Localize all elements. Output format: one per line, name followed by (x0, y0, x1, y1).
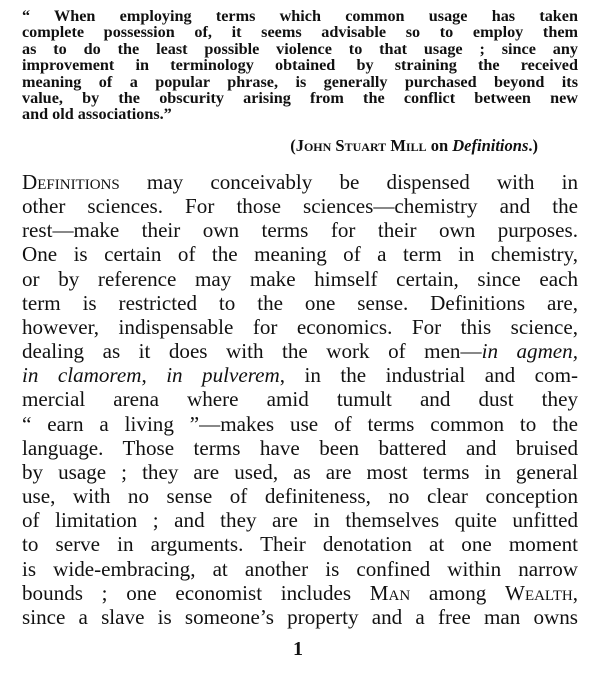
body-line: other sciences. For those sciences—chemistry and the (22, 194, 578, 219)
attribution-work: Definitions (452, 136, 529, 155)
small-caps-term: Wealth (505, 580, 573, 605)
body-line: mercial arena where amid tumult and dust they (22, 387, 578, 412)
attribution-close: .) (528, 136, 538, 155)
epigraph-line: and old associations.” (22, 105, 172, 124)
latin-phrase: in clamorem (22, 363, 142, 388)
epigraph-attribution (290, 136, 538, 156)
body-line: however, indispensable for economics. For this science, (22, 314, 578, 339)
body-text: dealing as it does with the work of men— (22, 339, 482, 364)
body-text: , (141, 363, 167, 388)
body-line: or by reference may make himself certain, since each (22, 266, 578, 291)
attribution-on: on (426, 136, 453, 155)
body-line: One is certain of the meaning of a term in chemistry, (22, 242, 578, 267)
body-text: bounds ; one economist includes (22, 580, 370, 605)
body-line (22, 363, 578, 387)
body-paragraph (22, 170, 578, 629)
body-line: term is restricted to the one sense. Definitions are, (22, 290, 578, 315)
body-line: rest—make their own terms for their own purposes. (22, 218, 578, 243)
body-line: to serve in arguments. Their denotation at one moment (22, 532, 578, 557)
epigraph-line: as to do the least possible violence to that usage ; since any (22, 39, 578, 58)
body-line (22, 170, 578, 194)
body-line: use, with no sense of definiteness, no clear conception (22, 484, 578, 509)
body-line: by usage ; they are used, as are most terms in general (22, 459, 578, 484)
attribution-author: John Stuart Mill (295, 136, 427, 155)
lead-word: Definitions (22, 170, 120, 194)
body-line: “ earn a living ”—makes use of terms common to the (22, 411, 578, 436)
body-line (22, 581, 578, 605)
body-text: among (410, 580, 506, 605)
body-line: of limitation ; and they are in themselves quite unfitted (22, 508, 578, 533)
latin-phrase: in agmen, (481, 339, 578, 364)
body-line: is wide-embracing, at another is confined within narrow (22, 556, 578, 581)
body-text: , (572, 580, 578, 605)
epigraph-line: meaning of a popular phrase, is generally purchased beyond its (22, 72, 578, 91)
body-text: , in the industrial and com- (279, 363, 578, 388)
page-number: 1 (293, 638, 303, 660)
epigraph-quote (22, 8, 578, 123)
latin-phrase: in pulverem (166, 363, 280, 388)
body-line: language. Those terms have been battered and bruised (22, 435, 578, 460)
epigraph-line: “ When employing terms which common usage has taken (22, 7, 578, 25)
attribution-open: ( (290, 136, 296, 155)
small-caps-term: Man (369, 580, 411, 605)
epigraph-line: complete possession of, it seems advisable so to employ them (22, 23, 578, 42)
body-line: since a slave is someone’s property and a free man owns (22, 604, 578, 629)
epigraph-line: value, by the obscurity arising from the conflict between new (22, 89, 578, 108)
body-text: may conceivably be dispensed with in (119, 170, 578, 194)
epigraph-line: improvement in terminology obtained by straining the received (22, 56, 578, 75)
body-line (22, 339, 578, 363)
